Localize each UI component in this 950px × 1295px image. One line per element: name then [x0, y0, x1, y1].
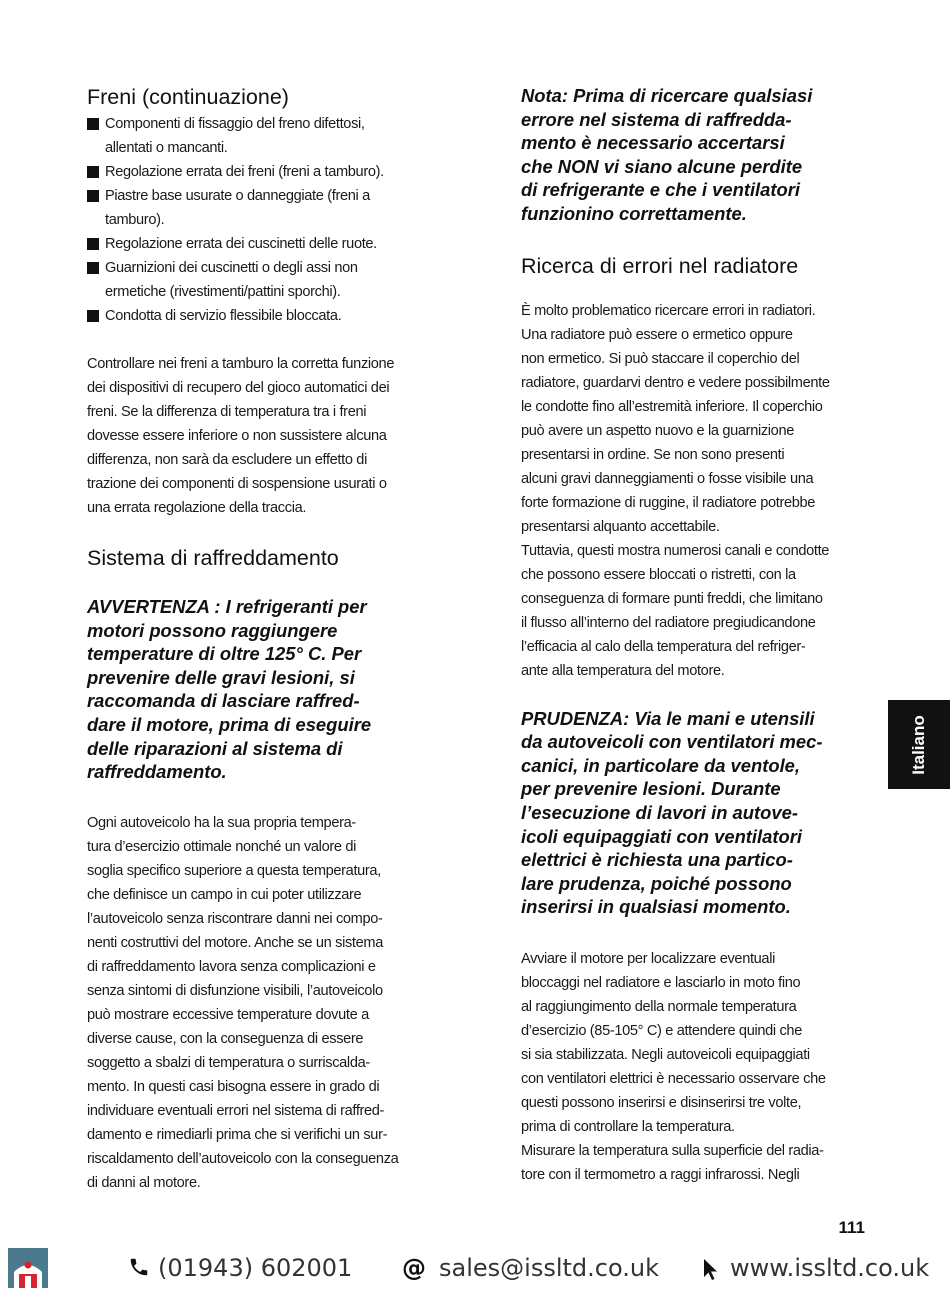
drum-brake-paragraph: Controllare nei freni a tamburo la corretta funzione dei dispositivi di recupero del gioco automatici dei freni. Se la differenza di temperatura tra i freni dovesse essere inferiore o non sussistere alcuna differenza, non sarà da escludere un effetto di trazione dei componenti di sospensione usurati o una errata regolazione della traccia. — [87, 356, 395, 516]
list-item: Componenti di fissaggio del freno difettosi, allentati o mancanti. — [87, 112, 432, 160]
list-item: Condotta di servizio flessibile bloccata. — [87, 304, 432, 328]
language-tab-label: Italiano — [909, 714, 928, 775]
operating-temperature-paragraph: Ogni autoveicolo ha la sua propria tempera- tura d’esercizio ottimale nonché un valore di soglia specifico superiore a questa temperatura, che definisce un campo in cui poter utilizzare l’autoveicolo senza riscontrare danni nei compo- nenti costruttivi del motore. Anche se un sistema di raffreddamento lavora senza complicazioni e senza sintomi di disfunzione visibili, l’autoveicolo può mostrare eccessive temperature dovute a diverse cause, con la conseguenza di essere soggetto a sbalzi di temperatura o surriscalda- mento. In questi casi bisogna essere in grado di individuare eventuali errori nel sistema di raffred- damento e rimediarli prima che si verifichi un sur- riscaldamento dell’autoveicolo con la conseguenza di danni al motore. — [87, 814, 399, 1191]
right-column — [521, 84, 866, 1187]
left-column — [87, 84, 432, 1195]
section-heading-cooling: Sistema di raffreddamento — [87, 546, 339, 570]
list-item: Regolazione errata dei freni (freni a tamburo). — [87, 160, 432, 184]
at-sign-icon: @ — [402, 1254, 426, 1282]
engine-start-paragraph: Avviare il motore per localizzare eventuali bloccaggi nel radiatore e lasciarlo in moto fino al raggiungimento della normale temperatura d’esercizio (85-105° C) e attendere quindi che si sia stabilizzata. Negli autoveicoli equipaggiati con ventilatori elettrici è necessario osservare che questi possono inserirsi e disinserirsi tre volte, prima di controllare la temperatura. Misurare la temperatura sulla superficie del radia- tore con il termometro a raggi infrarossi. Negli — [521, 950, 826, 1183]
bullet-square-icon — [87, 238, 99, 250]
list-item: Piastre base usurate o danneggiate (freni a tamburo). — [87, 184, 432, 232]
phone-icon — [128, 1256, 150, 1278]
page-number: 111 — [838, 1218, 865, 1237]
warning-notice: AVVERTENZA : I refrigeranti per motori possono raggiungere temperature di oltre 125° C. Per prevenire delle gravi lesioni, si raccomanda di lasciare raffred- dare il motore, prima di eseguire delle riparazioni al sistema di raffreddamento. — [87, 596, 372, 783]
footer-phone[interactable]: (01943) 602001 — [158, 1254, 353, 1282]
footer-website[interactable]: www.issltd.co.uk — [730, 1254, 930, 1282]
bullet-square-icon — [87, 118, 99, 130]
language-tab — [888, 700, 950, 789]
cursor-pointer-icon — [703, 1258, 719, 1282]
bullet-square-icon — [87, 166, 99, 178]
radiator-paragraph: È molto problematico ricercare errori in radiatori. Una radiatore può essere o ermetico oppure non ermetico. Si può staccare il coperchio del radiatore, guardarvi dentro e vedere possibilmente le condotte fino all’estremità inferiore. Il coperchio può avere un aspetto nuovo e la guarnizione presentarsi in ordine. Se non sono presenti alcuni gravi danneggiamenti o fosse visibile una forte formazione di ruggine, il radiatore potrebbe presentarsi alquanto accettabile. Tuttavia, questi mostra numerosi canali e condotte che possono essere bloccati o ristretti, con la conseguenza di formare punti freddi, che limitano il flusso all’interno del radiatore pregiudicandone l’efficacia al calo della temperatura del refriger- ante alla temperatura del motore. — [521, 302, 830, 679]
bullet-square-icon — [87, 262, 99, 274]
list-item: Guarnizioni dei cuscinetti o degli assi non ermetiche (rivestimenti/pattini sporchi). — [87, 256, 432, 304]
company-logo-icon — [8, 1248, 48, 1288]
section-heading-radiator: Ricerca di errori nel radiatore — [521, 253, 799, 278]
bullet-square-icon — [87, 190, 99, 202]
footer — [0, 1248, 950, 1295]
brake-causes-list — [87, 112, 432, 328]
section-heading-brakes: Freni (continuazione) — [87, 85, 289, 109]
list-item: Regolazione errata dei cuscinetti delle ruote. — [87, 232, 432, 256]
bullet-square-icon — [87, 310, 99, 322]
note-notice: Nota: Prima di ricercare qualsiasi errore nel sistema di raffredda- mento è necessario accertarsi che NON vi siano alcune perdite di refrigerante e che i ventilatori funzionino correttamente. — [521, 85, 813, 224]
caution-notice: PRUDENZA: Via le mani e utensili da autoveicoli con ventilatori mec- canici, in particolare da ventole, per prevenire lesioni. Durante l’esecuzione di lavori in autove- icoli equipaggiati con ventilatori elettrici è richiesta una partico- lare prudenza, poiché possono inserirsi in qualsiasi momento. — [521, 707, 823, 918]
footer-email[interactable]: sales@issltd.co.uk — [439, 1254, 659, 1282]
